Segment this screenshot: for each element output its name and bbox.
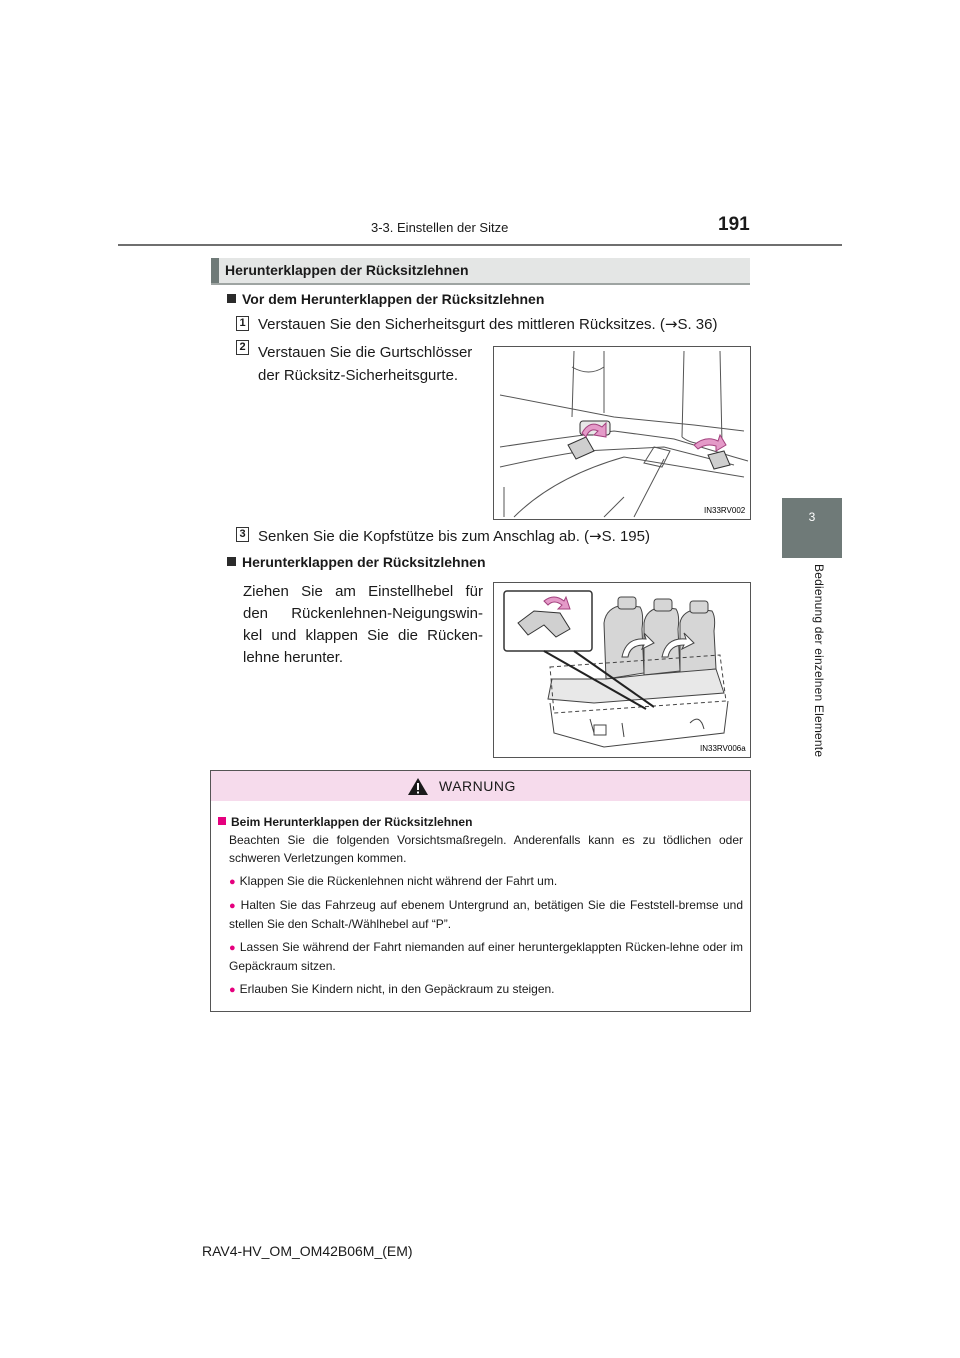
step-1-text: [258, 313, 717, 336]
step-3-text: [258, 525, 650, 548]
reference-arrow-icon: →: [589, 527, 602, 545]
figure-code-1: IN33RV002: [704, 506, 746, 515]
warning-bullet-3: [218, 938, 743, 975]
square-bullet-icon: [227, 294, 236, 303]
subheading-before-folding: [227, 291, 544, 307]
step-2-line-1: Verstauen Sie die Gurtschlösser: [258, 344, 473, 361]
warning-bullet-4-text: Erlauben Sie Kindern nicht, in den Gepäckraum zu steigen.: [239, 982, 555, 996]
warning-bullet-1-text: Klappen Sie die Rückenlehnen nicht während der Fahrt um.: [239, 874, 558, 888]
square-bullet-icon: [227, 557, 236, 566]
warning-header: [211, 771, 750, 801]
step-1-main: Verstauen Sie den Sicherheitsgurt des mittleren Rücksitzes. (: [258, 316, 665, 333]
document-code: RAV4-HV_OM_OM42B06M_(EM): [202, 1243, 413, 1259]
subheading-text: Vor dem Herunterklappen der Rücksitzlehnen: [242, 291, 545, 307]
folding-line-1: Ziehen Sie am Einstellhebel für: [243, 583, 483, 600]
step-number-3: 3: [236, 527, 249, 542]
subheading-text: Herunterklappen der Rücksitzlehnen: [242, 554, 486, 570]
step-3-main: Senken Sie die Kopfstütze bis zum Anschlag ab. (: [258, 528, 590, 545]
folding-line-2: den Rückenlehnen-Neigungswin-: [243, 605, 483, 622]
warning-title: WARNUNG: [439, 778, 516, 794]
chapter-title: Bedienung der einzelnen Elemente: [812, 564, 826, 758]
warning-bullet-2-text: Halten Sie das Fahrzeug auf ebenem Untergrund an, betätigen Sie die Feststell-bremse und stellen Sie den Schalt-/Wählhebel auf “P”.: [229, 898, 743, 931]
warning-heading-text: Beim Herunterklappen der Rücksitzlehnen: [231, 815, 473, 829]
warning-intro: Beachten Sie die folgenden Vorsichtsmaßregeln. Anderenfalls kann es zu tödlichen oder schweren Verletzungen kommen.: [229, 833, 743, 865]
pink-dot-icon: ●: [229, 876, 236, 888]
pink-dot-icon: ●: [229, 942, 236, 954]
warning-bullet-4: [218, 980, 743, 999]
pink-dot-icon: ●: [229, 984, 236, 996]
step-1-ref: S. 36): [677, 316, 718, 333]
subheading-folding: [227, 554, 486, 570]
pink-square-bullet-icon: [218, 817, 226, 825]
header-rule: [118, 244, 842, 246]
step-3-ref: S. 195): [601, 528, 650, 545]
folding-instructions: [243, 581, 483, 669]
section-label: 3-3. Einstellen der Sitze: [371, 220, 509, 235]
warning-triangle-icon: [407, 777, 429, 796]
section-header-bar: [211, 258, 219, 283]
section-header-underline: [211, 283, 750, 285]
section-title: Herunterklappen der Rücksitzlehnen: [225, 262, 469, 278]
figure-fold-seatback: [493, 582, 751, 758]
figure-code-2: IN33RV006a: [700, 744, 746, 753]
page-number: 191: [718, 214, 750, 235]
folding-line-4: lehne herunter.: [243, 649, 344, 666]
step-number-1: 1: [236, 316, 249, 331]
warning-bullet-1: [218, 872, 743, 891]
chapter-tab: [782, 498, 842, 558]
pink-dot-icon: ●: [229, 900, 237, 912]
warning-bullet-3-text: Lassen Sie während der Fahrt niemanden auf einer heruntergeklappten Rücken-lehne oder im Gepäckraum sitzen.: [229, 940, 743, 973]
step-2-line-2: der Rücksitz-Sicherheitsgurte.: [258, 367, 459, 384]
warning-heading: [218, 813, 743, 831]
step-number-2: 2: [236, 340, 249, 355]
warning-bullet-2: [218, 896, 743, 933]
seatback-fold-illustration: [494, 583, 750, 757]
folding-line-3: kel und klappen Sie die Rücken-: [243, 627, 483, 644]
figure-buckle-stowage: [493, 346, 751, 520]
chapter-number: 3: [808, 510, 816, 524]
warning-box: [210, 770, 751, 1012]
reference-arrow-icon: →: [664, 315, 678, 333]
warning-body: [218, 813, 743, 999]
seat-buckle-illustration: [494, 347, 750, 519]
section-header: [211, 258, 750, 283]
